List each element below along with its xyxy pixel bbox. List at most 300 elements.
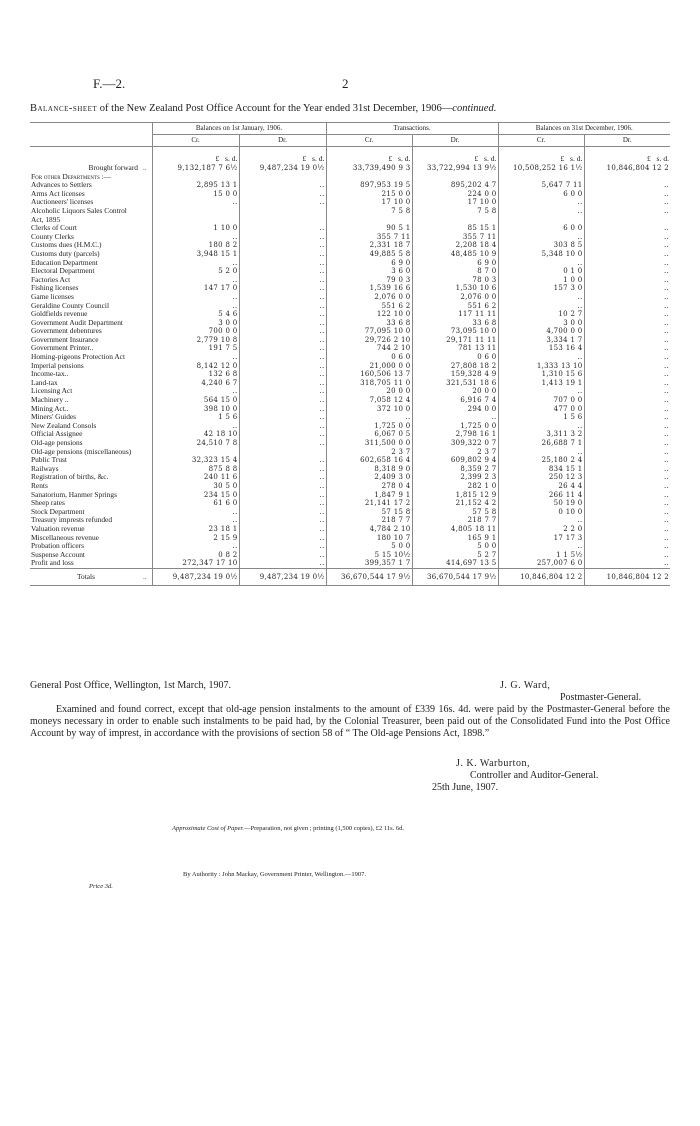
cell-b1cr: .. (152, 422, 239, 431)
totals-label: Totals (30, 568, 142, 585)
cell-tdr: 309,322 0 7 (412, 439, 498, 448)
cell-tcr: 1,725 0 0 (326, 422, 412, 431)
table-row (30, 448, 670, 457)
cell-b1cr: 1 5 6 (152, 413, 239, 422)
row-label: Advances to Settlers (31, 181, 92, 190)
cell-tcr: 318,705 11 0 (326, 379, 412, 388)
table-row (30, 430, 670, 439)
cell-tdr: 0 6 0 (412, 353, 498, 362)
row-label: Valuation revenue (31, 524, 85, 533)
cell-b1cr: 564 15 0 (152, 396, 239, 405)
cell-b1cr: 2,779 10 8 (152, 336, 239, 345)
cell-b2dr: .. (584, 379, 670, 388)
cell-b2cr: 50 19 0 (498, 499, 584, 508)
cell-b1dr: .. (239, 293, 326, 302)
cell-b1dr: .. (239, 276, 326, 285)
cell-b2cr: .. (498, 233, 584, 242)
cell-b2cr: 303 8 5 (498, 241, 584, 250)
cell-tdr: 781 13 11 (412, 344, 498, 353)
row-label: Government Audit Department (31, 318, 123, 327)
table-row (30, 302, 670, 311)
cell-b1cr: .. (152, 198, 239, 207)
header-dr: Dr. (412, 135, 498, 147)
cell-tcr: 20 0 0 (326, 387, 412, 396)
table-row (30, 190, 670, 199)
totals-tdr: 36,670,544 17 9½ (412, 568, 498, 585)
cell-b2dr: .. (584, 353, 670, 362)
cell-b1cr: .. (152, 353, 239, 362)
page-reference: F.—2. (93, 76, 126, 91)
row-label: Probation officers (31, 542, 85, 551)
brought-forward-label: Brought forward (88, 164, 138, 172)
cell-b2dr: .. (584, 198, 670, 207)
cell-b1dr: .. (239, 516, 326, 525)
table-row (30, 370, 670, 379)
cell-b2dr: .. (584, 508, 670, 517)
cell-tcr: 215 0 0 (326, 190, 412, 199)
cell-b2cr: 2 2 0 (498, 525, 584, 534)
table-row (30, 310, 670, 319)
cell-b2dr: .. (584, 456, 670, 465)
cell-tdr: 27,808 18 2 (412, 362, 498, 371)
row-label: Profit and loss (31, 559, 74, 568)
cell-b2cr: 4,700 0 0 (498, 327, 584, 336)
cell-b2cr (498, 216, 584, 225)
cell-b2dr: .. (584, 181, 670, 190)
header-group-row (30, 123, 670, 135)
table-row (30, 499, 670, 508)
table-row (30, 439, 670, 448)
cell-b1dr: .. (239, 413, 326, 422)
cell-b1dr: .. (239, 327, 326, 336)
row-label: Government Insurance (31, 335, 99, 344)
cell-b1dr: .. (239, 465, 326, 474)
row-label: County Clerks (31, 232, 74, 241)
bf-tdr: 33,722,994 13 9½ (412, 164, 498, 173)
cell-b2cr: 1,333 13 10 (498, 362, 584, 371)
cost-label: Approximate Cost of Paper. (172, 825, 244, 832)
cell-b2dr: .. (584, 387, 670, 396)
row-label: Geraldine County Council (31, 301, 109, 310)
cell-tcr: 372 10 0 (326, 405, 412, 414)
table-row (30, 473, 670, 482)
table-row (30, 482, 670, 491)
cell-tdr: 2 3 7 (412, 448, 498, 457)
cell-b1dr: .. (239, 430, 326, 439)
cell-tcr: 77,095 10 0 (326, 327, 412, 336)
row-label: Miscellaneous revenue (31, 533, 99, 542)
cell-b1cr: .. (152, 508, 239, 517)
header-balances-1906: Balances on 1st January, 1906. (152, 123, 326, 135)
cell-b2dr: .. (584, 516, 670, 525)
table-row (30, 542, 670, 551)
cell-tdr: 2,076 0 0 (412, 293, 498, 302)
cell-b1cr: 4,240 6 7 (152, 379, 239, 388)
cell-b2cr: .. (498, 293, 584, 302)
cell-tdr (412, 216, 498, 225)
cell-tdr: 1,530 10 6 (412, 284, 498, 293)
row-label: Stock Department (31, 507, 85, 516)
header-balances-dec-1906: Balances on 31st December, 1906. (498, 123, 670, 135)
title-prefix: Balance-sheet (30, 103, 98, 114)
lsd-units: £ s. d. (326, 147, 412, 165)
table-row (30, 456, 670, 465)
cell-b2dr: .. (584, 224, 670, 233)
cell-b2dr: .. (584, 413, 670, 422)
cell-b2dr: .. (584, 302, 670, 311)
cell-tcr: 180 10 7 (326, 534, 412, 543)
cell-tcr: 0 6 0 (326, 353, 412, 362)
table-row (30, 198, 670, 207)
cell-b1dr: .. (239, 370, 326, 379)
cell-b1dr: .. (239, 250, 326, 259)
table-row (30, 516, 670, 525)
cell-b2cr: 5,647 7 11 (498, 181, 584, 190)
row-label: Government debentures (31, 327, 102, 336)
cell-b2cr: .. (498, 387, 584, 396)
table-row (30, 413, 670, 422)
table-row (30, 559, 670, 568)
cell-b2dr: .. (584, 439, 670, 448)
cell-tcr: 6 9 0 (326, 259, 412, 268)
cell-tcr: 602,658 16 4 (326, 456, 412, 465)
cell-tdr: 5 0 0 (412, 542, 498, 551)
bf-b1cr: 9,132,187 7 6½ (152, 164, 239, 173)
cell-tdr: 609,802 9 4 (412, 456, 498, 465)
cell-b1dr: .. (239, 319, 326, 328)
lsd-units: £ s. d. (498, 147, 584, 165)
cell-tcr: 2,076 0 0 (326, 293, 412, 302)
authority-line: By Authority : John Mackay, Government Printer, Wellington.—1907. (183, 871, 367, 878)
header-transactions: Transactions. (326, 123, 498, 135)
row-label: Sheep rates (31, 499, 65, 508)
cell-b2dr: .. (584, 559, 670, 568)
cell-b2cr: 0 10 0 (498, 508, 584, 517)
cell-b1cr: 3 0 0 (152, 319, 239, 328)
table-row (30, 284, 670, 293)
cell-b1cr: .. (152, 276, 239, 285)
cell-tcr: 5 0 0 (326, 542, 412, 551)
cell-b1dr: .. (239, 491, 326, 500)
row-label: Act, 1895 (31, 215, 61, 224)
cell-b1dr: .. (239, 241, 326, 250)
cell-b2dr: .. (584, 250, 670, 259)
row-label: Registration of births, &c. (31, 473, 109, 482)
row-label: Miners' Guides (31, 413, 77, 422)
cell-tdr: 33 6 8 (412, 319, 498, 328)
cell-tcr: 57 15 8 (326, 508, 412, 517)
cell-b1cr: 398 10 0 (152, 405, 239, 414)
cell-b1dr: .. (239, 542, 326, 551)
cell-tcr: 218 7 7 (326, 516, 412, 525)
row-label: Railways (31, 464, 59, 473)
cell-b1cr: 240 11 6 (152, 473, 239, 482)
cell-b1dr: .. (239, 551, 326, 560)
header-cr: Cr. (152, 135, 239, 147)
row-label: Factories Act (31, 275, 71, 284)
cell-tdr: 20 0 0 (412, 387, 498, 396)
price: Price 3d. (89, 883, 113, 890)
cell-b2dr: .. (584, 319, 670, 328)
cell-b1cr: 2,895 13 1 (152, 181, 239, 190)
cell-tdr: 29,171 11 11 (412, 336, 498, 345)
cell-b2cr: 1 5 6 (498, 413, 584, 422)
table-row (30, 233, 670, 242)
bf-tcr: 33,739,490 9 3 (326, 164, 412, 173)
totals-b1cr: 9,487,234 19 0½ (152, 568, 239, 585)
cell-tdr: 294 0 0 (412, 405, 498, 414)
cell-tcr: 21,000 0 0 (326, 362, 412, 371)
table-row (30, 181, 670, 190)
table-row (30, 387, 670, 396)
cell-b2cr: 1 1 5½ (498, 551, 584, 560)
row-label: Imperial pensions (31, 361, 84, 370)
cell-tdr: 2,798 16 1 (412, 430, 498, 439)
page-number: 2 (342, 76, 349, 91)
cell-tcr (326, 216, 412, 225)
cell-tcr: 744 2 10 (326, 344, 412, 353)
totals-b1dr: 9,487,234 19 0½ (239, 568, 326, 585)
balance-sheet-table (30, 122, 670, 588)
section-row (30, 173, 670, 182)
cell-b1cr: 0 8 2 (152, 551, 239, 560)
lsd-units: £ s. d. (412, 147, 498, 165)
row-label: Old-age pensions (31, 439, 83, 447)
cell-tdr: 8 7 0 (412, 267, 498, 276)
row-label: Clerks of Court (31, 224, 77, 233)
totals-b2dr: 10,846,804 12 2 (584, 568, 670, 585)
cell-b1cr: 30 5 0 (152, 482, 239, 491)
row-label: Customs duty (parcels) (31, 249, 100, 258)
cell-b2dr: .. (584, 276, 670, 285)
cell-tcr: 2,409 3 0 (326, 473, 412, 482)
cell-b2cr: .. (498, 302, 584, 311)
cell-b1cr: 23 18 1 (152, 525, 239, 534)
cell-b2cr: 1 0 0 (498, 276, 584, 285)
cell-b1dr: .. (239, 233, 326, 242)
cell-tdr: 2,208 18 4 (412, 241, 498, 250)
cost-note (172, 825, 404, 832)
cell-b1cr: 272,347 17 10 (152, 559, 239, 568)
cell-b2dr: .. (584, 491, 670, 500)
row-label: Suspense Account (31, 550, 85, 559)
cell-b1cr: .. (152, 233, 239, 242)
cell-b1cr: 700 0 0 (152, 327, 239, 336)
cell-b2dr: .. (584, 499, 670, 508)
row-label: Arms Act licenses (31, 189, 85, 198)
table-row (30, 207, 670, 216)
cell-b2dr: .. (584, 473, 670, 482)
header-cr: Cr. (498, 135, 584, 147)
row-label: New Zealand Consols (31, 421, 97, 430)
table-row (30, 344, 670, 353)
cell-b1dr: .. (239, 379, 326, 388)
cell-b2dr: .. (584, 448, 670, 457)
row-label: Alcoholic Liquors Sales Control (31, 206, 127, 215)
place-date: General Post Office, Wellington, 1st March, 1907. (30, 680, 232, 691)
row-label: Education Department (31, 258, 98, 267)
cell-b1cr (152, 207, 239, 216)
cell-b1dr: .. (239, 284, 326, 293)
cell-b2cr: 26,688 7 1 (498, 439, 584, 448)
cell-b2cr: 17 17 3 (498, 534, 584, 543)
row-label: Official Assignee (31, 430, 83, 439)
cell-tdr: 551 6 2 (412, 302, 498, 311)
cell-b1cr: 2 15 9 (152, 534, 239, 543)
cell-tcr: 311,500 0 0 (326, 439, 412, 448)
header-dr: Dr. (239, 135, 326, 147)
cell-tcr: 897,953 19 5 (326, 181, 412, 190)
cell-b1dr: .. (239, 310, 326, 319)
cell-b2cr: 5,348 10 0 (498, 250, 584, 259)
cell-b2dr: .. (584, 233, 670, 242)
cell-b1cr: 5 2 0 (152, 267, 239, 276)
signer2-name: J. K. Warburton, (456, 758, 530, 769)
cell-tcr: 90 5 1 (326, 224, 412, 233)
table-row (30, 508, 670, 517)
cell-tdr: 57 5 8 (412, 508, 498, 517)
cell-tdr: 224 0 0 (412, 190, 498, 199)
cell-tdr: 6 9 0 (412, 259, 498, 268)
cell-b2cr: 25,180 2 4 (498, 456, 584, 465)
cell-tdr: 85 15 1 (412, 224, 498, 233)
cell-tcr: 2 3 7 (326, 448, 412, 457)
signer1-title: Postmaster-General. (560, 692, 642, 703)
cell-b1dr (239, 207, 326, 216)
cell-tdr: 78 0 3 (412, 276, 498, 285)
cell-b2dr: .. (584, 534, 670, 543)
cell-tcr: 21,141 17 2 (326, 499, 412, 508)
cell-b1cr: 32,323 15 4 (152, 456, 239, 465)
cell-tcr: 79 0 3 (326, 276, 412, 285)
cell-tdr: 5 2 7 (412, 551, 498, 560)
cell-b2dr: .. (584, 259, 670, 268)
audit-statement: Examined and found correct, except that old-age pension instalments to the amount of £339 16s. 4d. were paid by the Postmaster-General before the moneys necessary in order to enable such instalments to be paid had, by the Colonial Treasurer, been paid out of the Consolidated Fund into the Post Office Account by way of imprest, in accordance with the provisions of section 58 of “ The Old-age Pensions Act, 1898.” (30, 704, 670, 739)
cell-b2cr: 157 3 0 (498, 284, 584, 293)
table-row (30, 216, 670, 225)
cell-b2dr: .. (584, 327, 670, 336)
row-label: Auctioneers' licenses (31, 198, 94, 207)
cell-b1cr: 42 18 10 (152, 430, 239, 439)
cell-b2dr: .. (584, 207, 670, 216)
cell-tdr: 117 11 11 (412, 310, 498, 319)
cell-b2cr: 3,334 1 7 (498, 336, 584, 345)
table-row (30, 405, 670, 414)
cell-b2dr: .. (584, 465, 670, 474)
table-row (30, 353, 670, 362)
table-row (30, 396, 670, 405)
cell-b1dr: .. (239, 405, 326, 414)
cell-b1cr: .. (152, 516, 239, 525)
cell-b1dr: .. (239, 353, 326, 362)
cell-b1dr (239, 448, 326, 457)
bf-b2dr: 10,846,804 12 2 (584, 164, 670, 173)
cell-tdr: 4,805 18 11 (412, 525, 498, 534)
cell-b1cr: .. (152, 302, 239, 311)
cell-b2cr: 257,007 6 0 (498, 559, 584, 568)
cell-tcr: 17 10 0 (326, 198, 412, 207)
cell-b1cr: 8,142 12 0 (152, 362, 239, 371)
cell-b1cr: 24,510 7 8 (152, 439, 239, 448)
lsd-row (30, 147, 670, 165)
cell-b1dr: .. (239, 181, 326, 190)
signer1-name: J. G. Ward, (500, 680, 551, 691)
cell-b1dr: .. (239, 362, 326, 371)
table-row (30, 276, 670, 285)
cell-b1cr: .. (152, 542, 239, 551)
cell-b1dr: .. (239, 190, 326, 199)
cell-b2dr: .. (584, 396, 670, 405)
cell-tcr: 551 6 2 (326, 302, 412, 311)
cell-b2cr: 6 0 0 (498, 224, 584, 233)
cell-tcr: 355 7 11 (326, 233, 412, 242)
header-cr: Cr. (326, 135, 412, 147)
cell-b2dr: .. (584, 430, 670, 439)
cell-b2dr: .. (584, 405, 670, 414)
table-row (30, 336, 670, 345)
cell-b2cr: 266 11 4 (498, 491, 584, 500)
cell-b2dr: .. (584, 344, 670, 353)
cell-b1dr: .. (239, 302, 326, 311)
table-row (30, 465, 670, 474)
totals-row: Totals .. 9,487,234 19 0½ 9,487,234 19 0½ 36,670,544 17 9½ 36,670,544 17 9½ 10,846,804 12 2 10,846,804 12 2 (30, 568, 670, 585)
row-label: Licensing Act (31, 387, 73, 396)
row-label: Fishing licenses (31, 284, 79, 293)
cell-tdr: 73,095 10 0 (412, 327, 498, 336)
cell-tcr: 3 6 0 (326, 267, 412, 276)
cell-b1cr: 61 6 0 (152, 499, 239, 508)
cell-b2dr: .. (584, 525, 670, 534)
row-label: Machinery .. (31, 396, 69, 405)
cell-b2dr: .. (584, 551, 670, 560)
cell-b2dr: .. (584, 310, 670, 319)
cell-tdr: 1,815 12 9 (412, 491, 498, 500)
cost-text: —Preparation, not given ; printing (1,500 copies), £2 11s. 6d. (243, 825, 405, 832)
cell-b1cr: 132 6 8 (152, 370, 239, 379)
cell-b2dr: .. (584, 542, 670, 551)
totals-tcr: 36,670,544 17 9½ (326, 568, 412, 585)
cell-tdr: 1,725 0 0 (412, 422, 498, 431)
cell-b2dr (584, 216, 670, 225)
cell-b2cr: 3,311 3 2 (498, 430, 584, 439)
row-label: Customs dues (H.M.C.) (31, 241, 102, 250)
cell-tdr: 17 10 0 (412, 198, 498, 207)
cell-tdr: 8,359 2 7 (412, 465, 498, 474)
cell-b2cr: .. (498, 259, 584, 268)
table-row (30, 259, 670, 268)
cell-tcr: 278 0 4 (326, 482, 412, 491)
title-suffix: continued. (452, 103, 497, 114)
cell-b1dr: .. (239, 387, 326, 396)
cell-tcr: 122 10 0 (326, 310, 412, 319)
cell-b1dr: .. (239, 396, 326, 405)
cell-tdr: 895,202 4 7 (412, 181, 498, 190)
cell-b1cr (152, 216, 239, 225)
table-row (30, 422, 670, 431)
table-row (30, 362, 670, 371)
cell-b1dr: .. (239, 456, 326, 465)
cell-tcr: 7,058 12 4 (326, 396, 412, 405)
cell-b1cr: .. (152, 259, 239, 268)
totals-b2cr: 10,846,804 12 2 (498, 568, 584, 585)
signer2-title: Controller and Auditor-General. (470, 770, 599, 781)
cell-tdr: 282 1 0 (412, 482, 498, 491)
cell-b2dr: .. (584, 482, 670, 491)
document-title (30, 103, 680, 114)
cell-b1dr: .. (239, 267, 326, 276)
cell-tdr: 218 7 7 (412, 516, 498, 525)
cell-tdr: .. (412, 413, 498, 422)
